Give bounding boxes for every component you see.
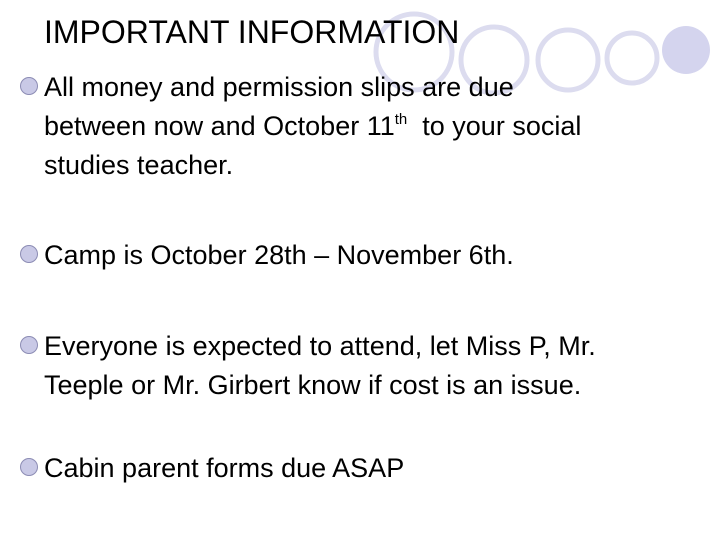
bullet-item-cabin-forms	[0, 449, 720, 489]
bullet-dot-icon	[20, 458, 38, 476]
bullet-line: Teeple or Mr. Girbert know if cost is an issue.	[44, 370, 582, 400]
bullet-line: Camp is October 28th – November 6th.	[44, 240, 514, 270]
bullet-item-payment	[0, 68, 720, 188]
bullet-line-text: between now and October 11	[44, 111, 395, 141]
bullet-item-camp-dates	[0, 236, 720, 276]
bullet-item-attendance	[0, 327, 720, 407]
bullet-line: All money and permission slips are due	[44, 72, 514, 102]
deco-circle-5	[662, 26, 710, 74]
bullet-line: studies teacher.	[44, 150, 234, 180]
page-title: IMPORTANT INFORMATION	[44, 14, 460, 50]
bullet-dot-icon	[20, 336, 38, 354]
superscript: th	[394, 111, 408, 128]
bullet-dot-icon	[20, 245, 38, 263]
bullet-line	[44, 107, 581, 146]
bullet-line-text: to your social	[407, 111, 582, 141]
bullet-line: Everyone is expected to attend, let Miss P, Mr.	[44, 331, 596, 361]
bullet-line: Cabin parent forms due ASAP	[44, 453, 405, 483]
bullet-dot-icon	[20, 77, 38, 95]
